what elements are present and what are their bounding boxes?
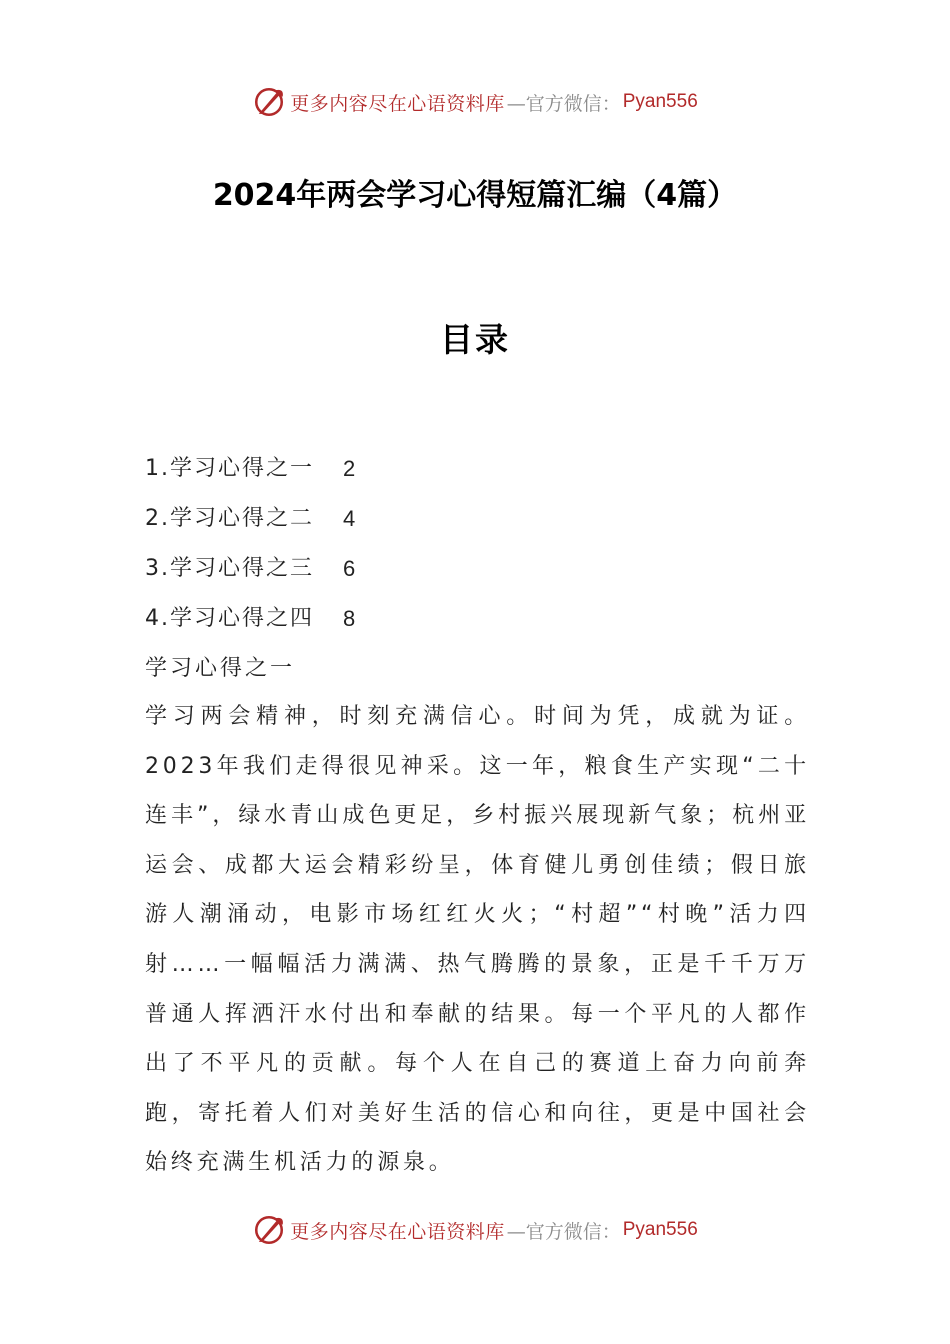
toc-entry[interactable] xyxy=(145,446,805,496)
quill-pen-logo-icon xyxy=(252,1213,286,1247)
banner-contact-label: —官方微信： xyxy=(506,1220,621,1243)
toc-entry-label: 4.学习心得之四 xyxy=(145,606,314,631)
banner-contact-label: —官方微信： xyxy=(506,92,621,115)
toc-entry-label: 2.学习心得之二 xyxy=(145,506,314,531)
toc-entry[interactable] xyxy=(145,596,805,646)
toc-entry[interactable] xyxy=(145,546,805,596)
toc-entry-page: 2 xyxy=(343,456,358,481)
section-heading: 学习心得之一 xyxy=(145,656,296,681)
toc-heading: 目录 xyxy=(440,320,510,359)
toc-entry-label: 1.学习心得之一 xyxy=(145,456,314,481)
header-banner xyxy=(0,82,950,122)
toc-entry-page: 8 xyxy=(343,606,358,631)
banner-brand-text: 更多内容尽在心语资料库 xyxy=(290,92,505,115)
banner-brand-text: 更多内容尽在心语资料库 xyxy=(290,1220,505,1243)
toc-entry-page: 4 xyxy=(343,506,358,531)
body-paragraph: 学习两会精神，时刻充满信心。时间为凭，成就为证。2023年我们走得很见神采。这一年，粮食生产实现“二十连丰”，绿水青山成色更足，乡村振兴展现新气象；杭州亚运会、成都大运会精彩纷呈，体育健儿勇创佳绩；假日旅游人潮涌动，电影市场红红火火；“村超”“村晚”活力四射……一幅幅活力满满、热气腾腾的景象，正是千千万万普通人挥洒汗水付出和奉献的结果。每一个平凡的人都作出了不平凡的贡献。每个人在自己的赛道上奋力向前奔跑，寄托着人们对美好生活的信心和向往，更是中国社会始终充满生机活力的源泉。 xyxy=(145,704,810,1176)
quill-pen-logo-icon xyxy=(252,85,286,119)
banner-wechat-handle: Pyan556 xyxy=(622,91,698,112)
document-title: 2024年两会学习心得短篇汇编（4篇） xyxy=(212,178,738,213)
toc-entry[interactable] xyxy=(145,496,805,546)
footer-banner xyxy=(0,1210,950,1250)
toc-entry-page: 6 xyxy=(343,556,358,581)
banner-wechat-handle: Pyan556 xyxy=(622,1219,698,1240)
table-of-contents xyxy=(145,446,805,646)
toc-entry-label: 3.学习心得之三 xyxy=(145,556,314,581)
